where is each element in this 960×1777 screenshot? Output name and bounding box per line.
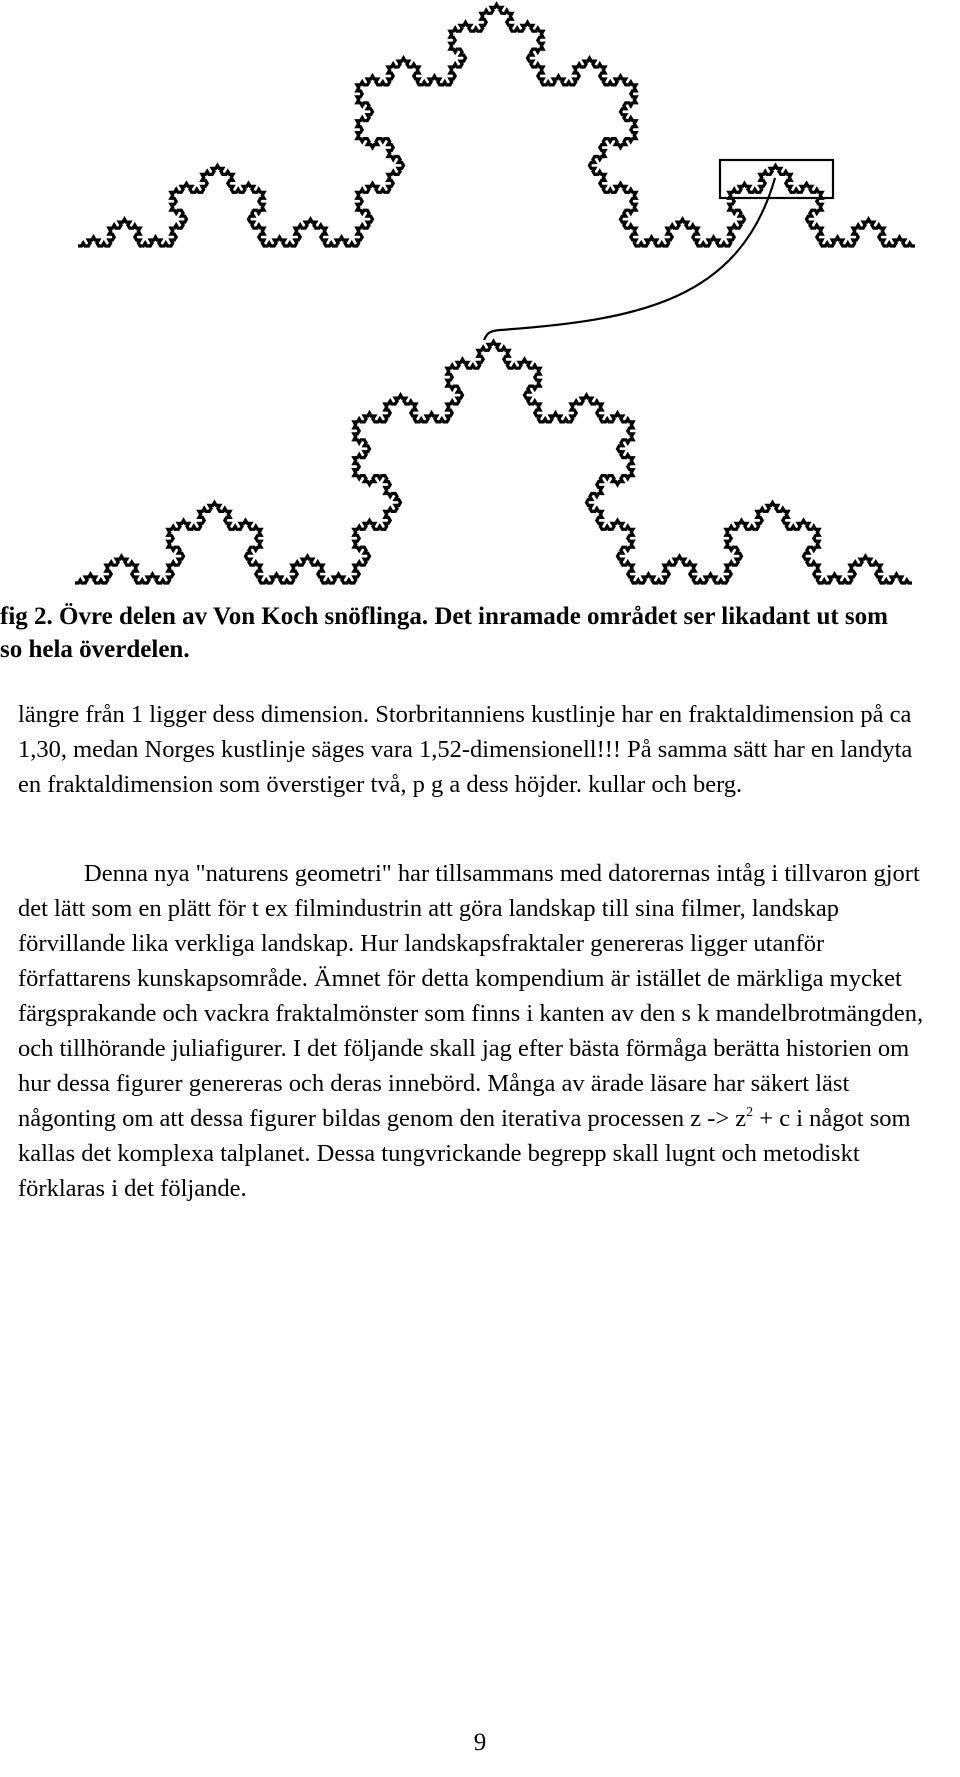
body-paragraph-1: längre från 1 ligger dess dimension. Storbritanniens kustlinje har en fraktaldimension på ca 1,30, medan Norges kustlinje säges vara 1,52-dimensionell!!! På samma sätt har en landyta en fraktaldimension som överstiger två, p g a dess höjder. kullar och berg. [18, 701, 913, 798]
koch-curve-path [78, 4, 915, 246]
paragraph-2-text-end: + c i något som kallas det komplexa talplanet. Dessa tungvrickande begrepp skall lugnt och metodiskt förklaras i det följande. [18, 1105, 911, 1202]
figure-caption: fig 2. Övre delen av Von Koch snöflinga. Det inramade området ser likadant ut som so hela överdelen. [0, 603, 888, 663]
paragraph-2-text: Denna nya "naturens geometri" har tillsammans med datorernas intåg i tillvaron gjort det lätt som en plätt för t ex filmindustrin att göra landskap till sina filmer, landskap förvillande lika verkliga landskap. Hur landskapsfraktaler genereras ligger utanför författarens kunskapsområde. Ämnet för detta kompendium är istället de märkliga mycket färgsprakande och vackra fraktalmönster som finns i kanten av den s k mandelbrotmängden, och tillhörande juliafigurer. I det följande skall jag efter bästa förmåga berätta historien om hur dessa figurer genereras och deras innebörd. Många av ärade läsare har säkert läst någonting om att dessa figurer bildas genom den iterativa processen z -> z [18, 860, 924, 1132]
koch-snowflake-figure [0, 0, 960, 600]
koch-curve-top [78, 4, 915, 246]
figure [0, 0, 960, 600]
koch-curve-bottom [75, 341, 912, 583]
superscript: 2 [746, 1105, 754, 1120]
body-paragraph-2 [18, 856, 940, 1206]
koch-curve-path [75, 341, 912, 583]
page-number: 9 [473, 1729, 487, 1756]
connector-curve [484, 178, 775, 340]
